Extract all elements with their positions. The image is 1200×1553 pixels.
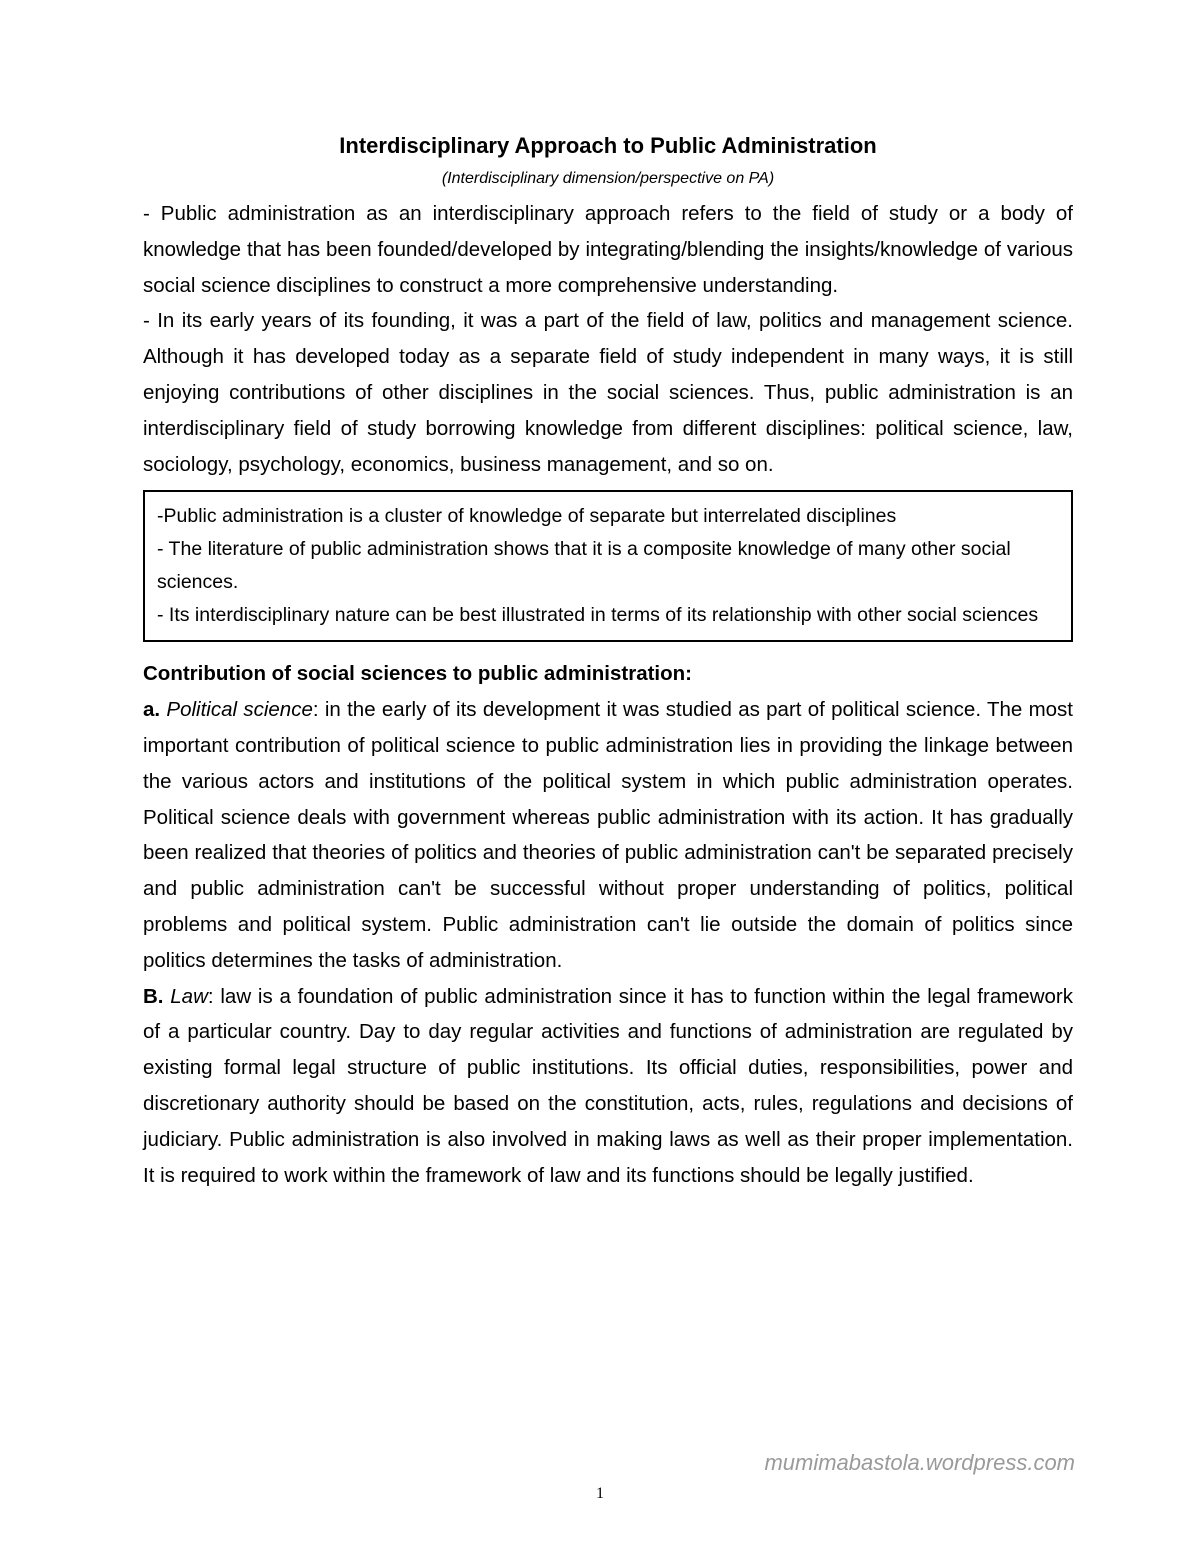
- section-heading: Contribution of social sciences to public administration:: [143, 662, 692, 686]
- document-subtitle: (Interdisciplinary dimension/perspective on PA): [441, 170, 775, 187]
- summary-line-3: - Its interdisciplinary nature can be best illustrated in terms of its relationship with other social sciences: [157, 604, 1039, 627]
- summary-box: [143, 490, 1073, 642]
- watermark: mumimabastola.wordpress.com: [764, 1450, 1075, 1475]
- item-text: : in the early of its development it was studied as part of political science. The most important contribution of political science to public administration lies in providing the linkage between the various actors and institutions of the political system in which public administration operates. Political science deals with government whereas public administration with its action. It has gradually been realized that theories of politics and theories of public administration can't be separated precisely and public administration can't be successful without proper understanding of politics, political problems and political system. Public administration can't lie outside the domain of politics since politics determines the tasks of administration.: [143, 698, 1073, 972]
- item-text: : law is a foundation of public administration since it has to function within the legal framework of a particular country. Day to day regular activities and functions of administration are regulated by existing formal legal structure of public institutions. Its official duties, responsibilities, power and discretionary authority should be based on the constitution, acts, rules, regulations and decisions of judiciary. Public administration is also involved in making laws as well as their proper implementation. It is required to work within the framework of law and its functions should be legally justified.: [143, 984, 1073, 1187]
- summary-line-2: - The literature of public administration shows that it is a composite knowledge of many other social sciences.: [157, 538, 1011, 594]
- item-term: Political science: [166, 698, 313, 722]
- intro-paragraph-1: - Public administration as an interdisciplinary approach refers to the field of study or a body of knowledge that has been founded/developed by integrating/blending the insights/knowledge of various social science disciplines to construct a more comprehensive understanding.: [143, 202, 1073, 297]
- item-label: a.: [143, 698, 161, 722]
- document-title: Interdisciplinary Approach to Public Administration: [339, 133, 877, 158]
- item-label: B.: [143, 984, 164, 1008]
- item-term: Law: [170, 984, 208, 1008]
- page-content: [143, 128, 1073, 1193]
- item-law: [143, 979, 1073, 1194]
- page-number: 1: [596, 1485, 604, 1502]
- item-political-science: [143, 692, 1073, 978]
- summary-line-1: -Public administration is a cluster of knowledge of separate but interrelated disciplines: [157, 505, 897, 528]
- intro-paragraph-2: - In its early years of its founding, it was a part of the field of law, politics and management science. Although it has developed today as a separate field of study independent in many ways, it is still enjoying contributions of other disciplines in the social sciences. Thus, public administration is an interdisciplinary field of study borrowing knowledge from different disciplines: political science, law, sociology, psychology, economics, business management, and so on.: [143, 309, 1073, 476]
